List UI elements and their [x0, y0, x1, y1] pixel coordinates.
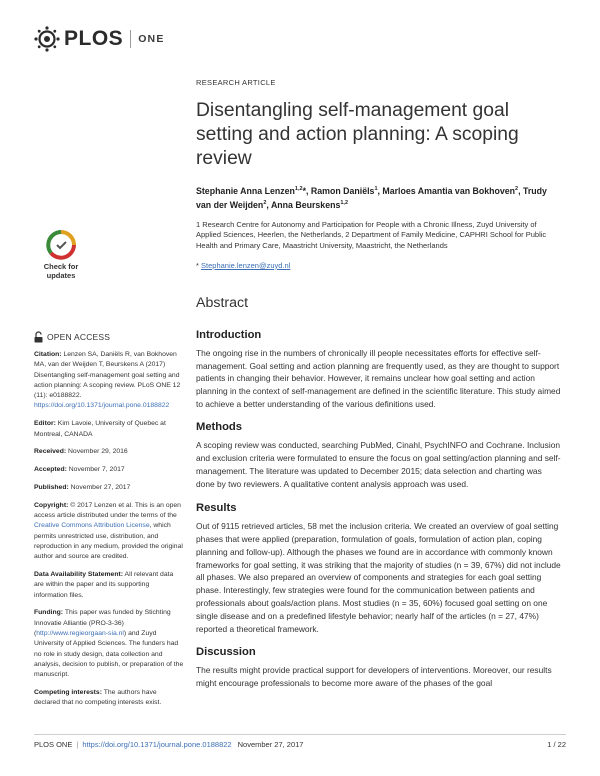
article-type: RESEARCH ARTICLE: [196, 78, 276, 87]
funding-block: [34, 608, 184, 680]
author-name: Trudy van der Weijden: [196, 185, 547, 210]
open-lock-icon: [34, 331, 43, 343]
published-date: November 27, 2017: [70, 483, 131, 491]
check-updates-label: Check for updates: [43, 262, 79, 280]
citation-block: [34, 350, 184, 412]
discussion-text: The results might provide practical support for developers of interventions. Moreover, our results might encourage professionals to become more aware of the phases of the goal: [196, 664, 552, 688]
copyright-text-rest: , which permits unrestricted use, distribution, and reproduction in any medium, provided the original author and source are credited.: [34, 522, 183, 561]
license-link[interactable]: Creative Commons Attribution License: [34, 522, 150, 530]
author-affiliation-mark: 2: [515, 186, 519, 192]
data-availability-label: Data Availability Statement:: [34, 571, 124, 579]
copyright-block: [34, 501, 184, 563]
published-block: [34, 483, 184, 493]
check-for-updates-badge[interactable]: [35, 230, 87, 290]
author-affiliation-mark: 2: [263, 199, 267, 206]
methods-heading: Methods: [196, 421, 242, 434]
author-list: Stephanie Anna Lenzen$^{1,2}$*, Ramon Daniëls$^1$, Marloes Amantia van Bokhoven$^2$, Trudy van der Weijden$^2$, Anna Beurskens$^{1,2}$: [196, 185, 547, 210]
received-block: [34, 447, 184, 457]
article-metadata: [34, 350, 184, 716]
header-divider: [130, 30, 131, 48]
plos-logo-icon: [34, 26, 60, 52]
discussion-heading: Discussion: [196, 645, 256, 658]
corresponding-email-link[interactable]: Stephanie.lenzen@zuyd.nl: [201, 260, 291, 270]
accepted-date: November 7, 2017: [68, 466, 125, 474]
published-label: Published:: [34, 483, 69, 491]
introduction-heading: Introduction: [196, 328, 262, 341]
results-heading: Results: [196, 501, 237, 514]
author-affiliation-mark: 1,2: [340, 199, 349, 206]
author-name: Ramon Daniëls: [310, 185, 375, 196]
journal-name: ONE: [138, 33, 165, 45]
accepted-block: [34, 465, 184, 475]
author-affiliation-mark: 1,2: [294, 186, 303, 192]
open-access-label: OPEN ACCESS: [47, 332, 111, 342]
funding-label: Funding:: [34, 609, 64, 617]
corresponding-mark: *: [302, 185, 306, 196]
funding-link[interactable]: http://www.regieorgaan-sia.nl: [36, 630, 124, 638]
article-main: [196, 78, 562, 690]
editor-block: [34, 419, 184, 440]
citation-label: Citation:: [34, 351, 62, 358]
footer-journal: PLOS ONE: [34, 740, 73, 749]
data-availability-text: All relevant data are within the paper and its supporting information files.: [34, 571, 174, 599]
funding-text: This paper was funded by Stichting Innovatie Alliantie (PRO-3-36) (: [34, 609, 171, 638]
open-access-badge: [34, 331, 110, 343]
citation-doi-link[interactable]: https://doi.org/10.1371/journal.pone.0188822: [34, 402, 170, 410]
affiliations: 1 Research Centre for Autonomy and Participation for People with a Chronic Illness, Zuyd University of Applied Sciences, Heerlen, the Netherlands, 2 Department of Family Medicine, CAPHRI School for Public Health and Primary Care, Maastricht University, Maastricht, the Netherlands: [196, 219, 547, 251]
methods-text: A scoping review was conducted, searching PubMed, Cinahl, PsychINFO and Cochrane. Inclusion and exclusion criteria were formulated to ensure the focus on goal setting/action planning and self-management. The literature was updated to December 2015; data selection and charting was done by two reviewers. A qualitative content analysis approach was used.: [196, 440, 561, 489]
received-label: Received:: [34, 448, 67, 456]
author-name: Stephanie Anna Lenzen: [196, 185, 295, 196]
author-affiliation-mark: 1: [374, 186, 378, 192]
journal-header: [34, 26, 165, 52]
received-date: November 29, 2016: [68, 448, 128, 456]
page-number: 1 / 22: [547, 740, 566, 749]
copyright-label: Copyright:: [34, 501, 69, 509]
results-text: Out of 9115 retrieved articles, 58 met the inclusion criteria. We created an overview of goal setting phases that were applied (preparation, formulation of goals, formulation of action plan, coping planning and follow-up). Although the phases we found are in accordance with commonly known frameworks for goal setting, it was striking that the majority of studies (n = 39, 67%) did not include all phases. We also prepared an overview of components and strategies for each goal setting phase. Interestingly, few strategies were found for the communication between patients and professionals about goals/action plans. Most studies (n = 35, 60%) focused goal setting on one single disease and on a predefined lifestyle behavior; nearly half of the articles (n = 27, 47%) reported a theoretical framework.: [196, 520, 561, 635]
competing-interests-label: Competing interests:: [34, 689, 102, 697]
footer-date: November 27, 2017: [237, 740, 304, 749]
competing-interests-block: [34, 688, 184, 709]
sidebar: [34, 230, 184, 290]
article-title: Disentangling self-management goal setting and action planning: A scoping review: [196, 100, 519, 169]
author-name: Marloes Amantia van Bokhoven: [382, 185, 516, 196]
footer-doi-link[interactable]: https://doi.org/10.1371/journal.pone.0188822: [82, 740, 232, 749]
copyright-text: © 2017 Lenzen et al. This is an open access article distributed under the terms of the: [34, 501, 181, 520]
funding-text-rest: ) and Zuyd University of Applied Sciences. The funders had no role in study design, data collection and analysis, decision to publish, or preparation of the manuscript.: [34, 630, 184, 679]
editor-text: Kim Lavoie, University of Quebec at Montreal, CANADA: [34, 420, 166, 438]
check-updates-icon: [46, 230, 76, 260]
corresponding-author: [196, 261, 562, 270]
editor-label: Editor:: [34, 420, 56, 428]
page-footer: [34, 734, 566, 748]
abstract-heading: Abstract: [196, 294, 249, 311]
footer-separator: |: [76, 740, 79, 749]
corresponding-mark: *: [196, 260, 199, 270]
brand-name: PLOS: [64, 27, 124, 50]
author-name: Anna Beurskens: [270, 199, 341, 210]
data-availability-block: [34, 570, 184, 601]
competing-interests-text: The authors have declared that no competing interests exist.: [34, 689, 162, 707]
citation-text: Lenzen SA, Daniëls R, van Bokhoven MA, van der Weijden T, Beurskens A (2017) Disentangling self-management goal setting and action planning: A scoping review. PLoS ONE 12 (11): e0188822.: [34, 351, 181, 400]
accepted-label: Accepted:: [34, 466, 67, 474]
introduction-text: The ongoing rise in the numbers of chronically ill people necessitates efforts for effective self-management. Goal setting and action planning are frequently used, as they are thought to support patients in changing their behavior. However, it remains unclear how goal setting and action planning in the context of self-management are defined in the scientific literature. This study aimed to achieve a better understanding of the various definitions used.: [196, 347, 561, 410]
